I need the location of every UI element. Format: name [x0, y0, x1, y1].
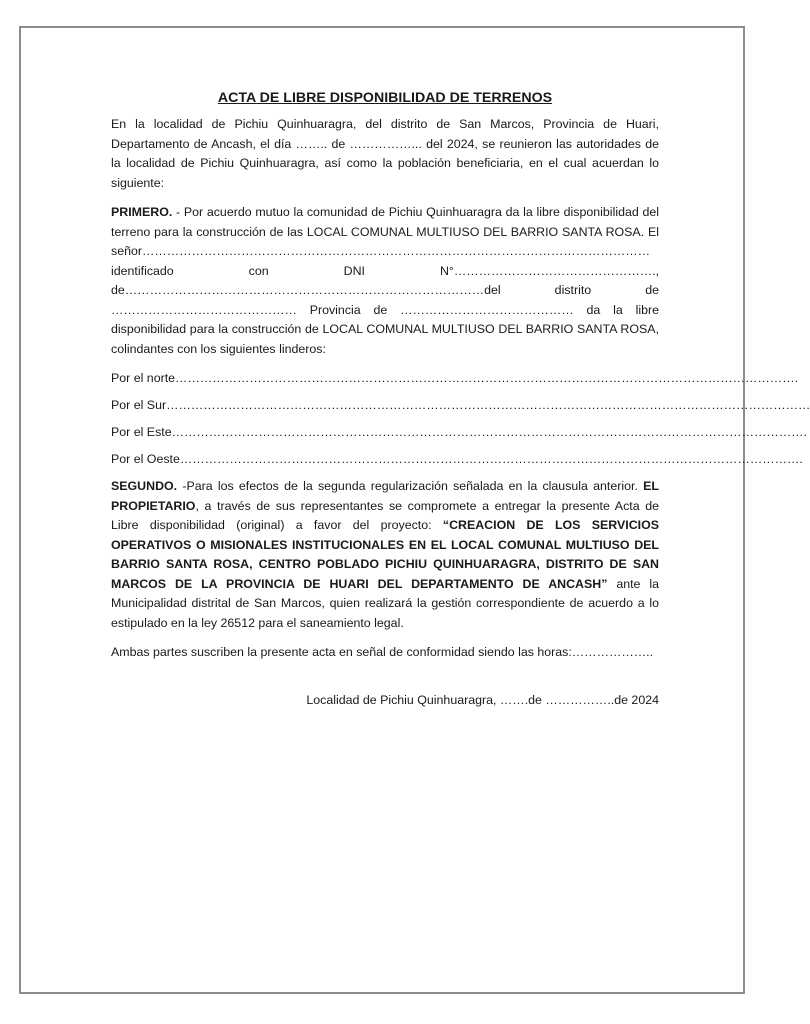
- propietario-label: EL PROPIETARIO: [111, 479, 659, 513]
- lindero-oeste: Por el Oeste…………………………………………………………………………………………………………………………………….: [111, 452, 803, 466]
- closing-place-date: Localidad de Pichiu Quinhuaragra, …….de ……………..de 2024: [306, 692, 659, 707]
- document-title: ACTA DE LIBRE DISPONIBILIDAD DE TERRENOS: [217, 90, 553, 106]
- ambas-paragraph: Ambas partes suscriben la presente acta en señal de conformidad siendo las horas:………………..: [111, 645, 654, 659]
- proyecto-name: “CREACION DE LOS SERVICIOS OPERATIVOS O MISIONALES INSTITUCIONALES EN EL LOCAL COMUNAL MULTIUSO DEL BARRIO SANTA ROSA, CENTRO POBLADO PICHIU QUINHUARAGRA, DISTRITO DE SAN MARCOS DE LA PROVINCIA DE HUARI DEL DEPARTAMENTO DE ANCASH”: [111, 518, 659, 591]
- segundo-text-b: , a través de sus representantes se compromete a entregar la presente Acta de Libre disponibilidad (original) a favor del proyecto:: [111, 498, 659, 532]
- segundo-paragraph: [111, 477, 659, 633]
- intro-paragraph: En la localidad de Pichiu Quinhuaragra, del distrito de San Marcos, Provincia de Huari, Departamento de Ancash, el día …….. de ……………... del 2024, se reunieron las autoridades de la localidad de Pichiu Quinhuaragra, así como la población beneficiaria, en el cual acuerdan lo siguiente:: [111, 117, 659, 190]
- segundo-text-c: ante la Municipalidad distrital de San Marcos, quien realizará la gestión correspondiente de acuerdo a lo estipulado en la ley 26512 para el saneamiento legal.: [111, 576, 659, 630]
- lindero-sur: Por el Sur…………………………………………………………………………………………………………………………………………: [111, 398, 810, 412]
- segundo-label: SEGUNDO.: [111, 479, 178, 493]
- primero-text: - Por acuerdo mutuo la comunidad de Pichiu Quinhuaragra da la libre disponibilidad del terreno para la construcción de las LOCAL COMUNAL MULTIUSO DEL BARRIO SANTA ROSA. El señor……………………………………………………………………………………………………………identificado con DNI N°…………………………………………., de……………………………………………………………………………del distrito de ……………………………………… Provincia de …………………………………… da la libre disponibilidad para la construcción de LOCAL COMUNAL MULTIUSO DEL BARRIO SANTA ROSA, colindantes con los siguientes linderos:: [111, 205, 659, 356]
- primero-paragraph: [111, 203, 659, 359]
- lindero-este: Por el Este……………………………………………………………………………………………………………………………………….: [111, 425, 807, 439]
- document-body: [111, 88, 810, 710]
- segundo-text-a: -Para los efectos de la segunda regularización señalada en la clausula anterior.: [177, 479, 644, 493]
- primero-label: PRIMERO.: [111, 205, 173, 219]
- lindero-norte: Por el norte…………………………………………………………………………………………………………………………………….: [111, 371, 799, 385]
- document-page: [19, 26, 810, 994]
